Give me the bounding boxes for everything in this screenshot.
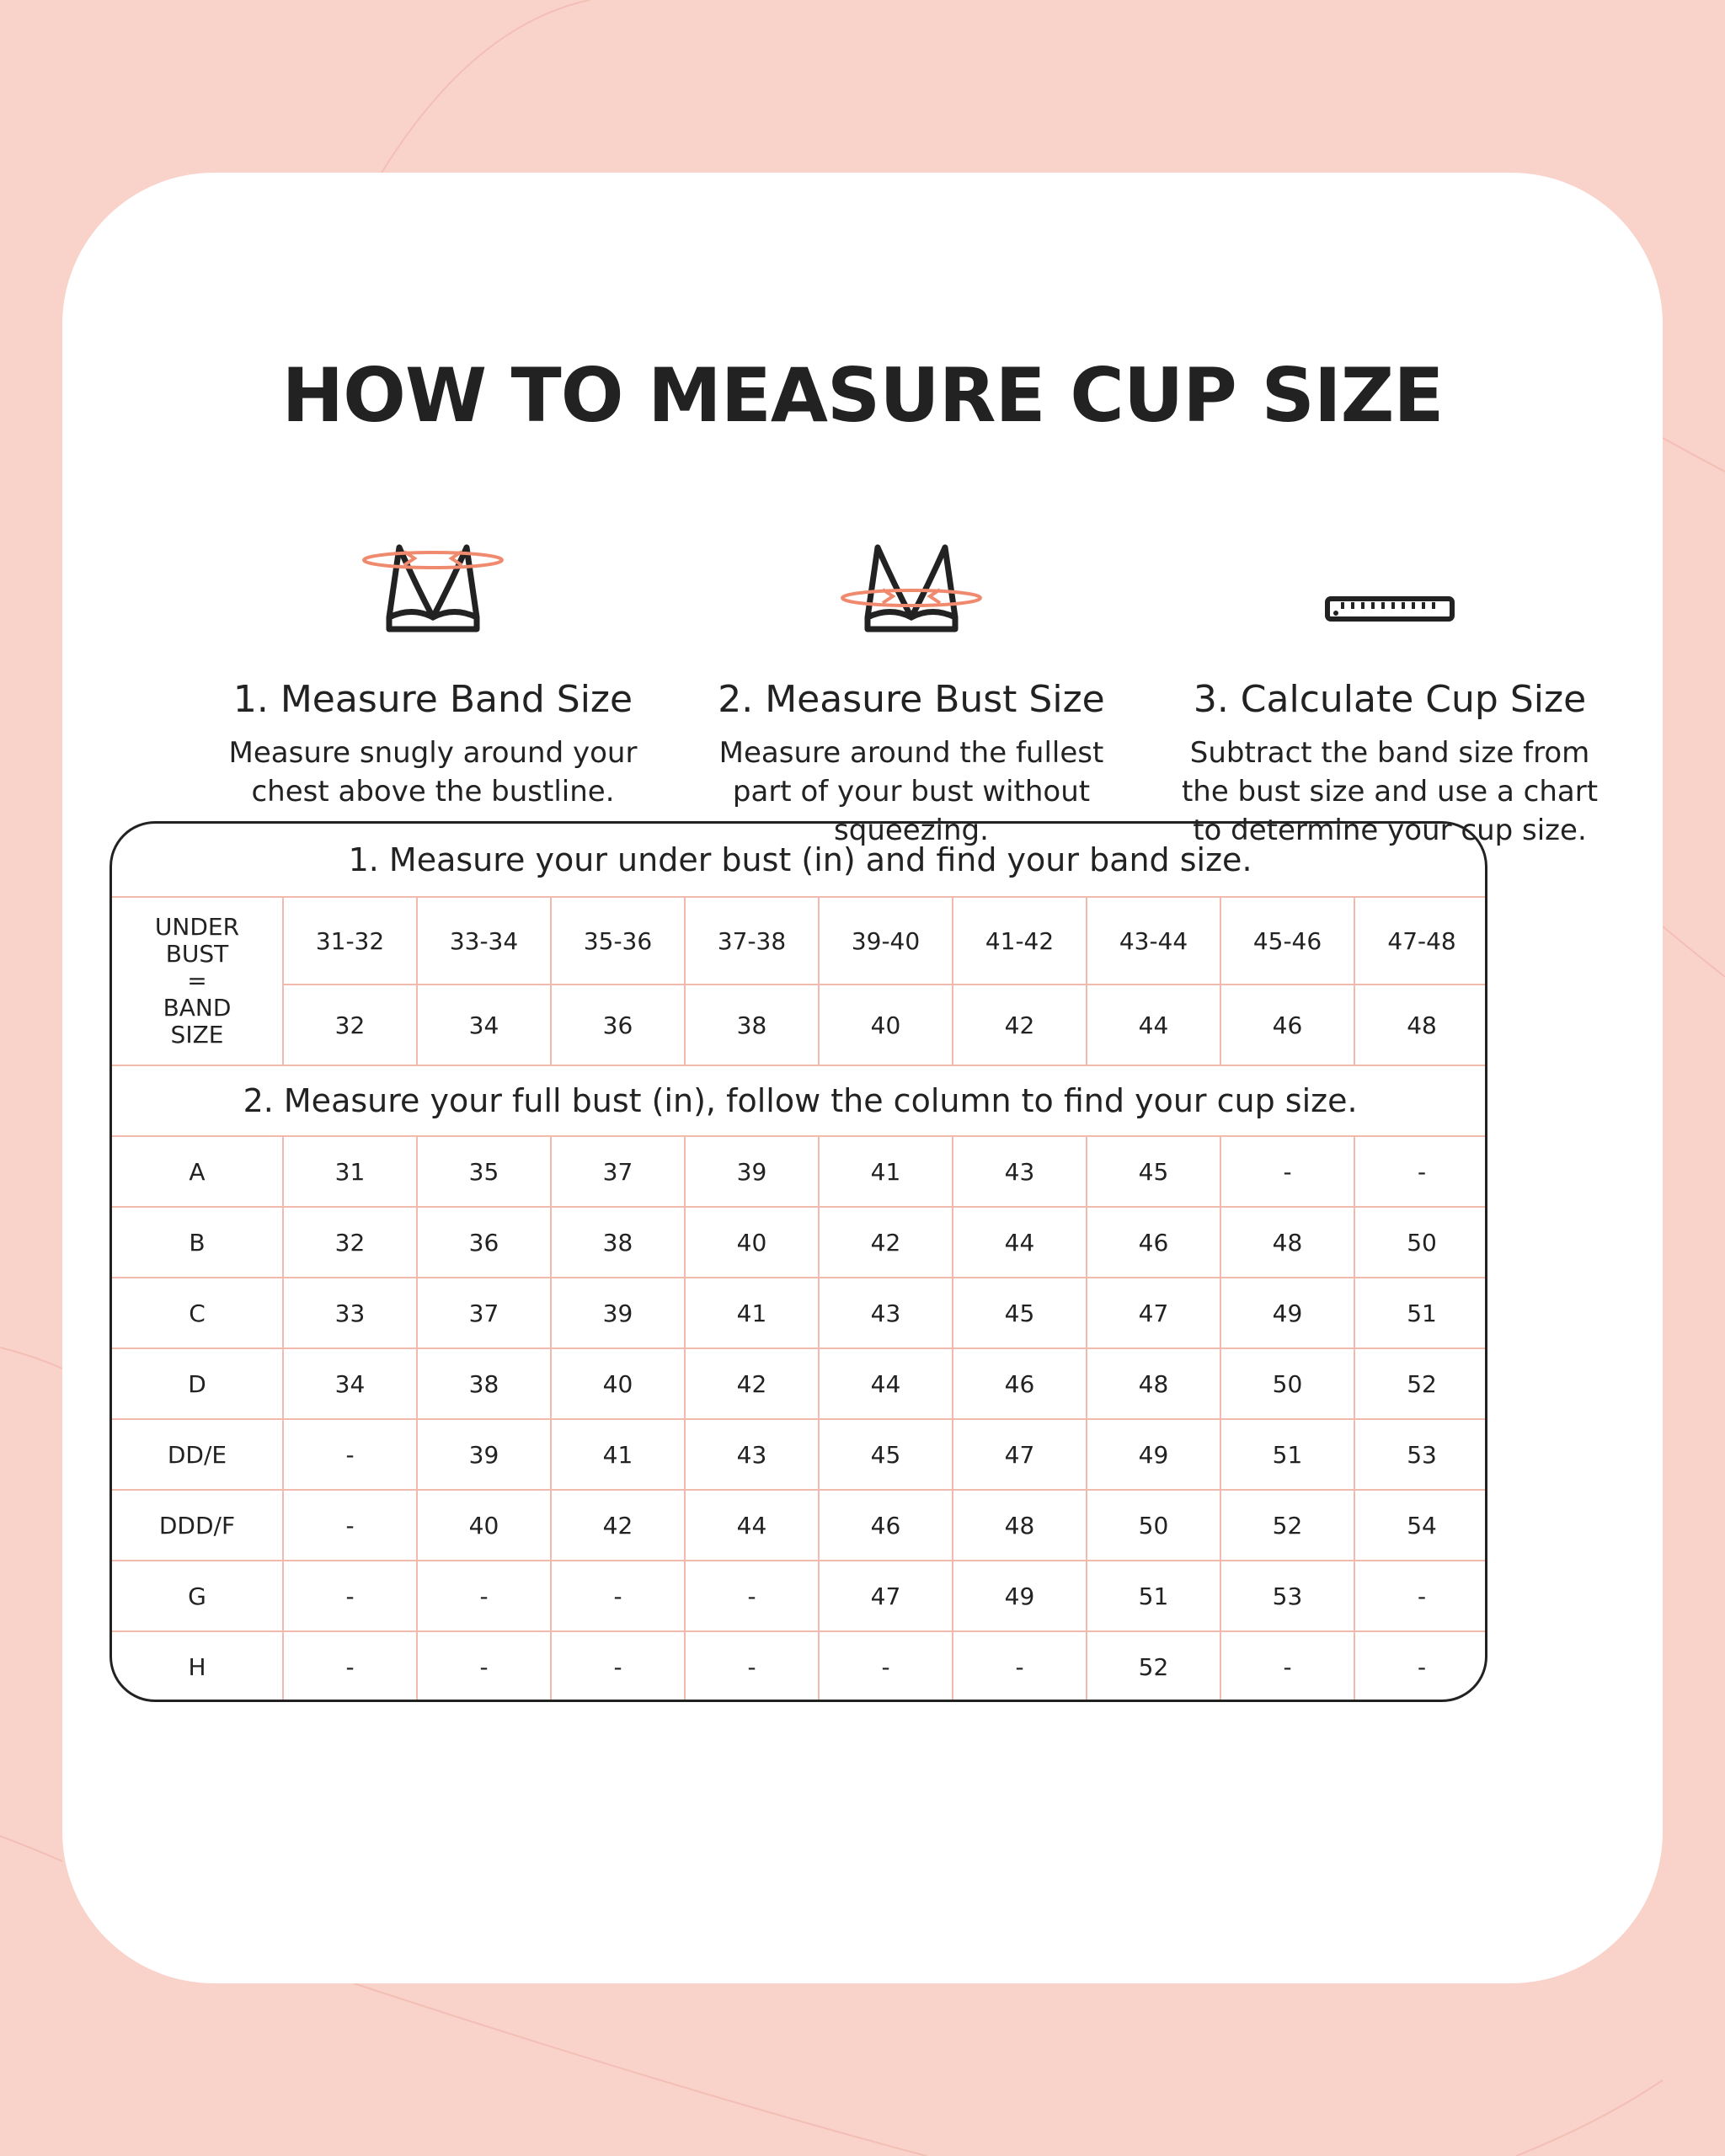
- cup-value-cell: 38: [551, 1207, 685, 1278]
- under-bust-cell: 37-38: [685, 897, 819, 985]
- cup-value-cell: 32: [283, 1207, 417, 1278]
- under-bust-cell: 33-34: [417, 897, 551, 985]
- band-size-cell: 40: [819, 985, 953, 1065]
- cup-value-cell: 48: [1220, 1207, 1354, 1278]
- cup-label: DDD/F: [112, 1490, 283, 1561]
- cup-value-cell: 48: [1087, 1348, 1220, 1419]
- cup-value-cell: 49: [953, 1561, 1087, 1631]
- band-instruction: 1. Measure your under bust (in) and find your band size.: [112, 824, 1487, 897]
- cup-value-cell: 47: [819, 1561, 953, 1631]
- cup-value-cell: -: [283, 1561, 417, 1631]
- cup-instruction: 2. Measure your full bust (in), follow the column to find your cup size.: [112, 1065, 1487, 1136]
- step-title: 3. Calculate Cup Size: [1193, 678, 1587, 721]
- cup-value-cell: 41: [685, 1278, 819, 1348]
- cup-value-cell: 53: [1354, 1419, 1487, 1490]
- ruler-icon: [1306, 526, 1474, 644]
- cup-value-cell: 40: [417, 1490, 551, 1561]
- cup-value-cell: 54: [1354, 1490, 1487, 1561]
- bra-band-measure-icon: [349, 526, 517, 644]
- cup-value-cell: 39: [551, 1278, 685, 1348]
- cup-value-cell: 35: [417, 1136, 551, 1207]
- cup-value-cell: 44: [819, 1348, 953, 1419]
- cup-value-cell: 42: [551, 1490, 685, 1561]
- cup-value-cell: 39: [685, 1136, 819, 1207]
- cup-value-cell: 44: [953, 1207, 1087, 1278]
- step-description: Measure around the fullest part of your bust without squeezing.: [718, 736, 1104, 847]
- cup-row: [112, 1631, 1487, 1701]
- cup-value-cell: 36: [417, 1207, 551, 1278]
- under-bust-cell: 41-42: [953, 897, 1087, 985]
- cup-value-cell: 50: [1087, 1490, 1220, 1561]
- cup-row: [112, 1348, 1487, 1419]
- step-description: Measure snugly around your chest above the bustline.: [228, 736, 638, 808]
- under-bust-band-size-header: UNDER BUST = BAND SIZE: [112, 897, 283, 1065]
- band-size-cell: 46: [1220, 985, 1354, 1065]
- cup-value-cell: 45: [819, 1419, 953, 1490]
- size-chart-table: [112, 824, 1487, 1701]
- cup-value-cell: 42: [819, 1207, 953, 1278]
- cup-label: A: [112, 1136, 283, 1207]
- step-title: 2. Measure Bust Size: [718, 678, 1105, 721]
- cup-value-cell: -: [283, 1490, 417, 1561]
- band-size-cell: 48: [1354, 985, 1487, 1065]
- cup-value-cell: 37: [551, 1136, 685, 1207]
- cup-value-cell: 46: [1087, 1207, 1220, 1278]
- cup-value-cell: -: [551, 1561, 685, 1631]
- cup-label: B: [112, 1207, 283, 1278]
- band-size-cell: 44: [1087, 985, 1220, 1065]
- cup-value-cell: 49: [1087, 1419, 1220, 1490]
- cup-value-cell: 40: [551, 1348, 685, 1419]
- cup-value-cell: 33: [283, 1278, 417, 1348]
- cup-value-cell: 47: [953, 1419, 1087, 1490]
- under-bust-row: [112, 897, 1487, 985]
- cup-row: [112, 1278, 1487, 1348]
- step-description: Subtract the band size from the bust size and use a chart to determine your cup size.: [1181, 736, 1599, 847]
- cup-value-cell: 38: [417, 1348, 551, 1419]
- cup-value-cell: 34: [283, 1348, 417, 1419]
- band-size-cell: 32: [283, 985, 417, 1065]
- cup-value-cell: 46: [953, 1348, 1087, 1419]
- band-size-cell: 38: [685, 985, 819, 1065]
- cup-value-cell: -: [417, 1561, 551, 1631]
- cup-value-cell: 41: [819, 1136, 953, 1207]
- step-measure-bust: [676, 526, 1147, 850]
- band-size-cell: 42: [953, 985, 1087, 1065]
- cup-value-cell: 40: [685, 1207, 819, 1278]
- cup-value-cell: -: [1354, 1561, 1487, 1631]
- cup-value-cell: 37: [417, 1278, 551, 1348]
- cup-value-cell: 43: [685, 1419, 819, 1490]
- cup-value-cell: -: [819, 1631, 953, 1701]
- cup-value-cell: 45: [1087, 1136, 1220, 1207]
- cup-value-cell: 51: [1087, 1561, 1220, 1631]
- cup-value-cell: -: [685, 1631, 819, 1701]
- cup-value-cell: -: [685, 1561, 819, 1631]
- under-bust-cell: 47-48: [1354, 897, 1487, 985]
- cup-row: [112, 1419, 1487, 1490]
- cup-value-cell: 51: [1220, 1419, 1354, 1490]
- cup-value-cell: -: [551, 1631, 685, 1701]
- cup-row: [112, 1207, 1487, 1278]
- cup-value-cell: 53: [1220, 1561, 1354, 1631]
- cup-value-cell: 43: [953, 1136, 1087, 1207]
- cup-value-cell: 46: [819, 1490, 953, 1561]
- cup-value-cell: 52: [1087, 1631, 1220, 1701]
- cup-value-cell: 31: [283, 1136, 417, 1207]
- step-calculate-cup: [1154, 526, 1626, 850]
- cup-value-cell: -: [1220, 1631, 1354, 1701]
- cup-value-cell: 41: [551, 1419, 685, 1490]
- cup-label: D: [112, 1348, 283, 1419]
- cup-value-cell: -: [283, 1631, 417, 1701]
- cup-value-cell: 45: [953, 1278, 1087, 1348]
- cup-row: [112, 1561, 1487, 1631]
- cup-value-cell: 50: [1354, 1207, 1487, 1278]
- cup-value-cell: 52: [1220, 1490, 1354, 1561]
- under-bust-cell: 39-40: [819, 897, 953, 985]
- cup-value-cell: -: [1354, 1631, 1487, 1701]
- cup-value-cell: 52: [1354, 1348, 1487, 1419]
- size-chart: [109, 821, 1487, 1702]
- under-bust-cell: 45-46: [1220, 897, 1354, 985]
- cup-value-cell: 50: [1220, 1348, 1354, 1419]
- step-title: 1. Measure Band Size: [232, 678, 633, 721]
- cup-value-cell: 42: [685, 1348, 819, 1419]
- cup-value-cell: 51: [1354, 1278, 1487, 1348]
- step-measure-band: [197, 526, 669, 811]
- cup-value-cell: -: [1220, 1136, 1354, 1207]
- band-size-row: [112, 985, 1487, 1065]
- band-size-cell: 34: [417, 985, 551, 1065]
- cup-label: G: [112, 1561, 283, 1631]
- cup-value-cell: -: [1354, 1136, 1487, 1207]
- cup-value-cell: -: [953, 1631, 1087, 1701]
- band-size-cell: 36: [551, 985, 685, 1065]
- cup-label: H: [112, 1631, 283, 1701]
- cup-value-cell: 47: [1087, 1278, 1220, 1348]
- under-bust-cell: 31-32: [283, 897, 417, 985]
- cup-value-cell: 39: [417, 1419, 551, 1490]
- cup-row: [112, 1490, 1487, 1561]
- page-title: HOW TO MEASURE CUP SIZE: [281, 352, 1444, 439]
- bra-bust-measure-icon: [827, 526, 996, 644]
- cup-value-cell: 43: [819, 1278, 953, 1348]
- under-bust-cell: 35-36: [551, 897, 685, 985]
- cup-label: DD/E: [112, 1419, 283, 1490]
- cup-value-cell: -: [283, 1419, 417, 1490]
- cup-row: [112, 1136, 1487, 1207]
- cup-value-cell: 44: [685, 1490, 819, 1561]
- under-bust-cell: 43-44: [1087, 897, 1220, 985]
- cup-label: C: [112, 1278, 283, 1348]
- cup-value-cell: 49: [1220, 1278, 1354, 1348]
- cup-value-cell: -: [417, 1631, 551, 1701]
- cup-value-cell: 48: [953, 1490, 1087, 1561]
